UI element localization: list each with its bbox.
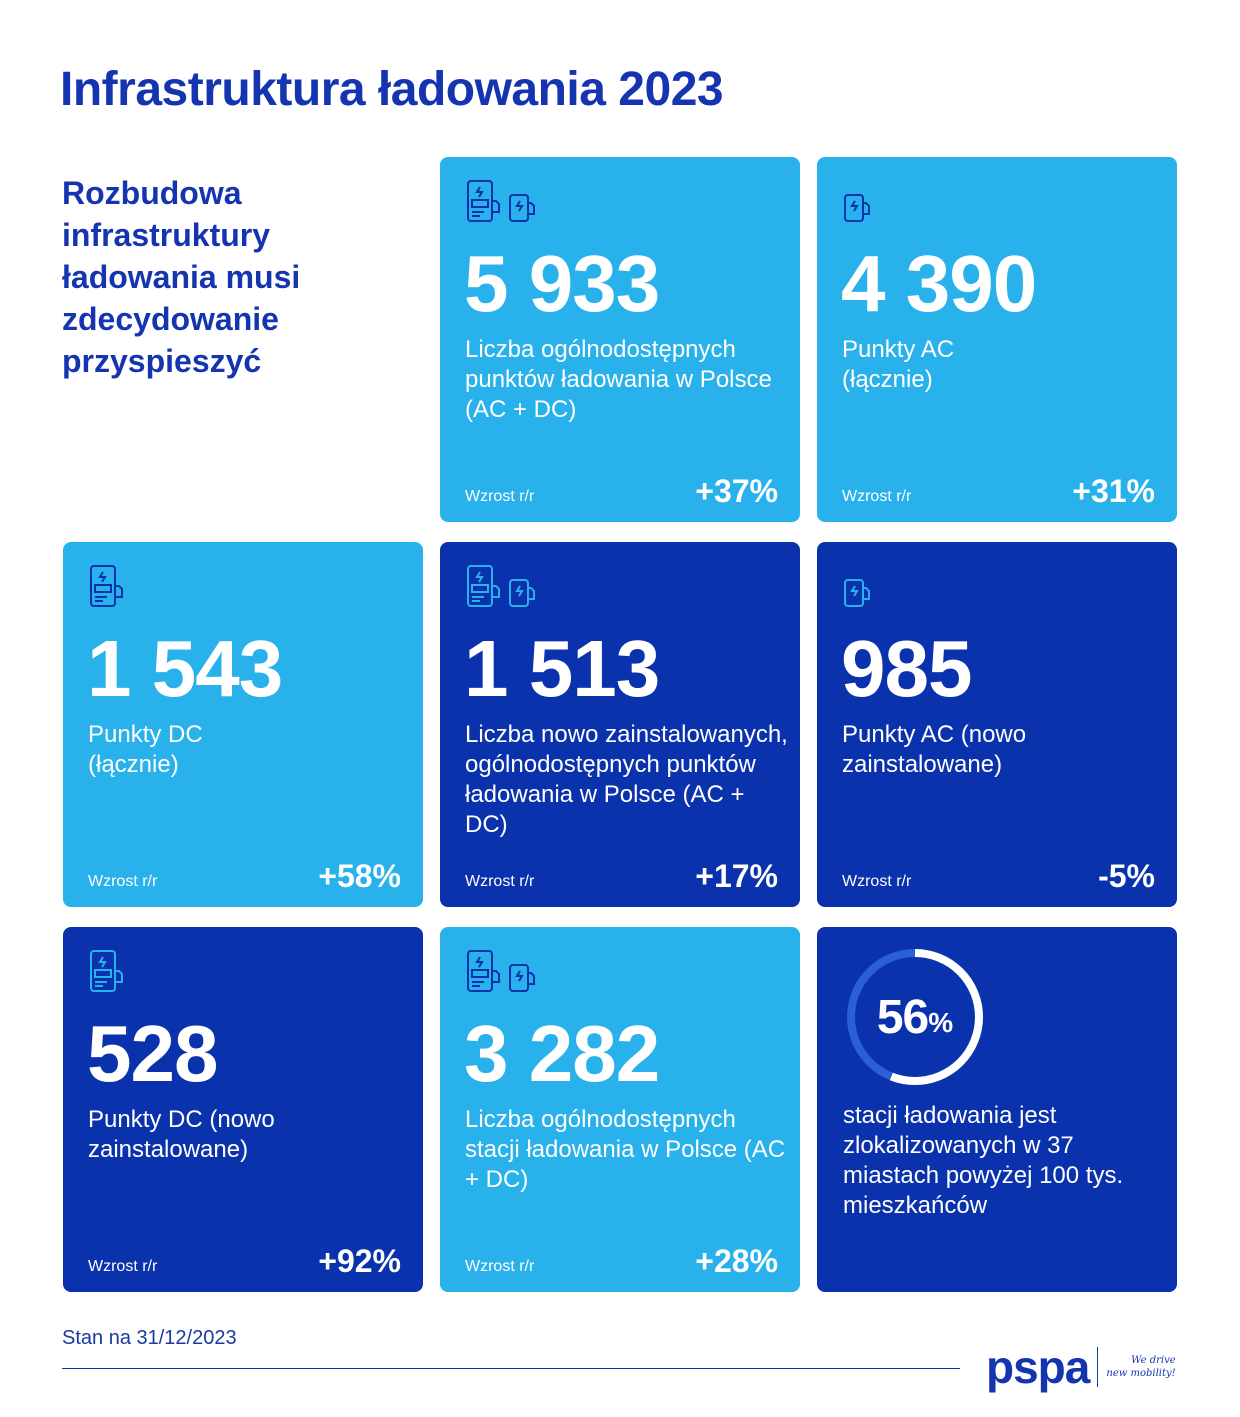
stat-card-dc-new — [63, 927, 423, 1292]
growth-label: Wzrost r/r — [465, 1258, 535, 1275]
icon-group — [466, 179, 536, 223]
growth-label: Wzrost r/r — [88, 1258, 158, 1275]
pspa-logo — [986, 1341, 1176, 1393]
dc-charger-icon — [466, 179, 502, 223]
stat-description: Liczba nowo zainstalowanych, ogólnodostępnych punktów ładowania w Polsce (AC + DC) — [465, 721, 788, 838]
ac-charger-icon — [508, 193, 536, 223]
icon-group — [89, 564, 125, 608]
ring-unit: % — [928, 1007, 954, 1038]
icon-group — [89, 949, 125, 993]
growth-value: +58% — [318, 858, 401, 894]
stat-card-ac-total — [817, 157, 1177, 522]
page-title: Infrastruktura ładowania 2023 — [60, 63, 724, 116]
dc-charger-icon — [89, 564, 125, 608]
ac-charger-icon — [508, 578, 536, 608]
ac-charger-icon — [843, 193, 871, 223]
icon-group — [843, 179, 871, 223]
ring-description: stacji ładowania jest zlokalizowanych w 37 miastach powyżej 100 tys. mieszkańców — [843, 1102, 1124, 1219]
footer-divider — [62, 1368, 960, 1369]
growth-value: +17% — [695, 858, 778, 894]
growth-value: +31% — [1072, 473, 1155, 509]
stat-value: 528 — [87, 1009, 218, 1098]
stat-value: 1 543 — [87, 624, 283, 713]
dc-charger-icon — [466, 564, 502, 608]
icon-group — [843, 564, 871, 608]
growth-value: +92% — [318, 1243, 401, 1279]
logo-separator — [1097, 1347, 1098, 1387]
growth-label: Wzrost r/r — [465, 873, 535, 890]
stat-card-total-points — [440, 157, 800, 522]
growth-label: Wzrost r/r — [88, 873, 158, 890]
logo-wordmark: pspa — [986, 1341, 1090, 1393]
logo-tagline — [1106, 1354, 1175, 1380]
stat-description: Liczba ogólnodostępnych punktów ładowania w Polsce (AC + DC) — [465, 336, 772, 423]
stat-card-stations — [440, 927, 800, 1292]
stat-value: 985 — [841, 624, 972, 713]
tagline-line-1: We drive — [1131, 1355, 1176, 1366]
icon-group — [466, 949, 536, 993]
dc-charger-icon — [466, 949, 502, 993]
ac-charger-icon — [843, 578, 871, 608]
ring-value: 56 — [876, 990, 929, 1044]
growth-label: Wzrost r/r — [842, 873, 912, 890]
stat-value: 4 390 — [841, 239, 1037, 328]
ring-label — [843, 945, 987, 1089]
growth-value: +28% — [695, 1243, 778, 1279]
stat-card-city-share — [817, 927, 1177, 1292]
stat-value: 5 933 — [464, 239, 660, 328]
footer-date: Stan na 31/12/2023 — [62, 1327, 237, 1349]
growth-value: -5% — [1098, 858, 1155, 894]
ac-charger-icon — [508, 963, 536, 993]
stat-value: 3 282 — [464, 1009, 660, 1098]
stat-description: Punkty DC (nowo zainstalowane) — [88, 1106, 275, 1163]
icon-group — [466, 564, 536, 608]
stat-description: Punkty DC (łącznie) — [88, 721, 203, 778]
tagline-line-2: new mobility! — [1106, 1368, 1176, 1379]
progress-ring — [843, 945, 987, 1089]
stat-description: Punkty AC (łącznie) — [842, 336, 955, 393]
dc-charger-icon — [89, 949, 125, 993]
stat-description: Liczba ogólnodostępnych stacji ładowania w Polsce (AC + DC) — [465, 1106, 786, 1193]
growth-value: +37% — [695, 473, 778, 509]
stat-card-dc-total — [63, 542, 423, 907]
intro-heading: Rozbudowa infrastruktury ładowania musi zdecydowanie przyspieszyć — [62, 175, 301, 379]
stat-card-ac-new — [817, 542, 1177, 907]
stat-card-new-points — [440, 542, 800, 907]
stat-value: 1 513 — [464, 624, 660, 713]
growth-label: Wzrost r/r — [465, 488, 535, 505]
stat-description: Punkty AC (nowo zainstalowane) — [842, 721, 1027, 778]
growth-label: Wzrost r/r — [842, 488, 912, 505]
